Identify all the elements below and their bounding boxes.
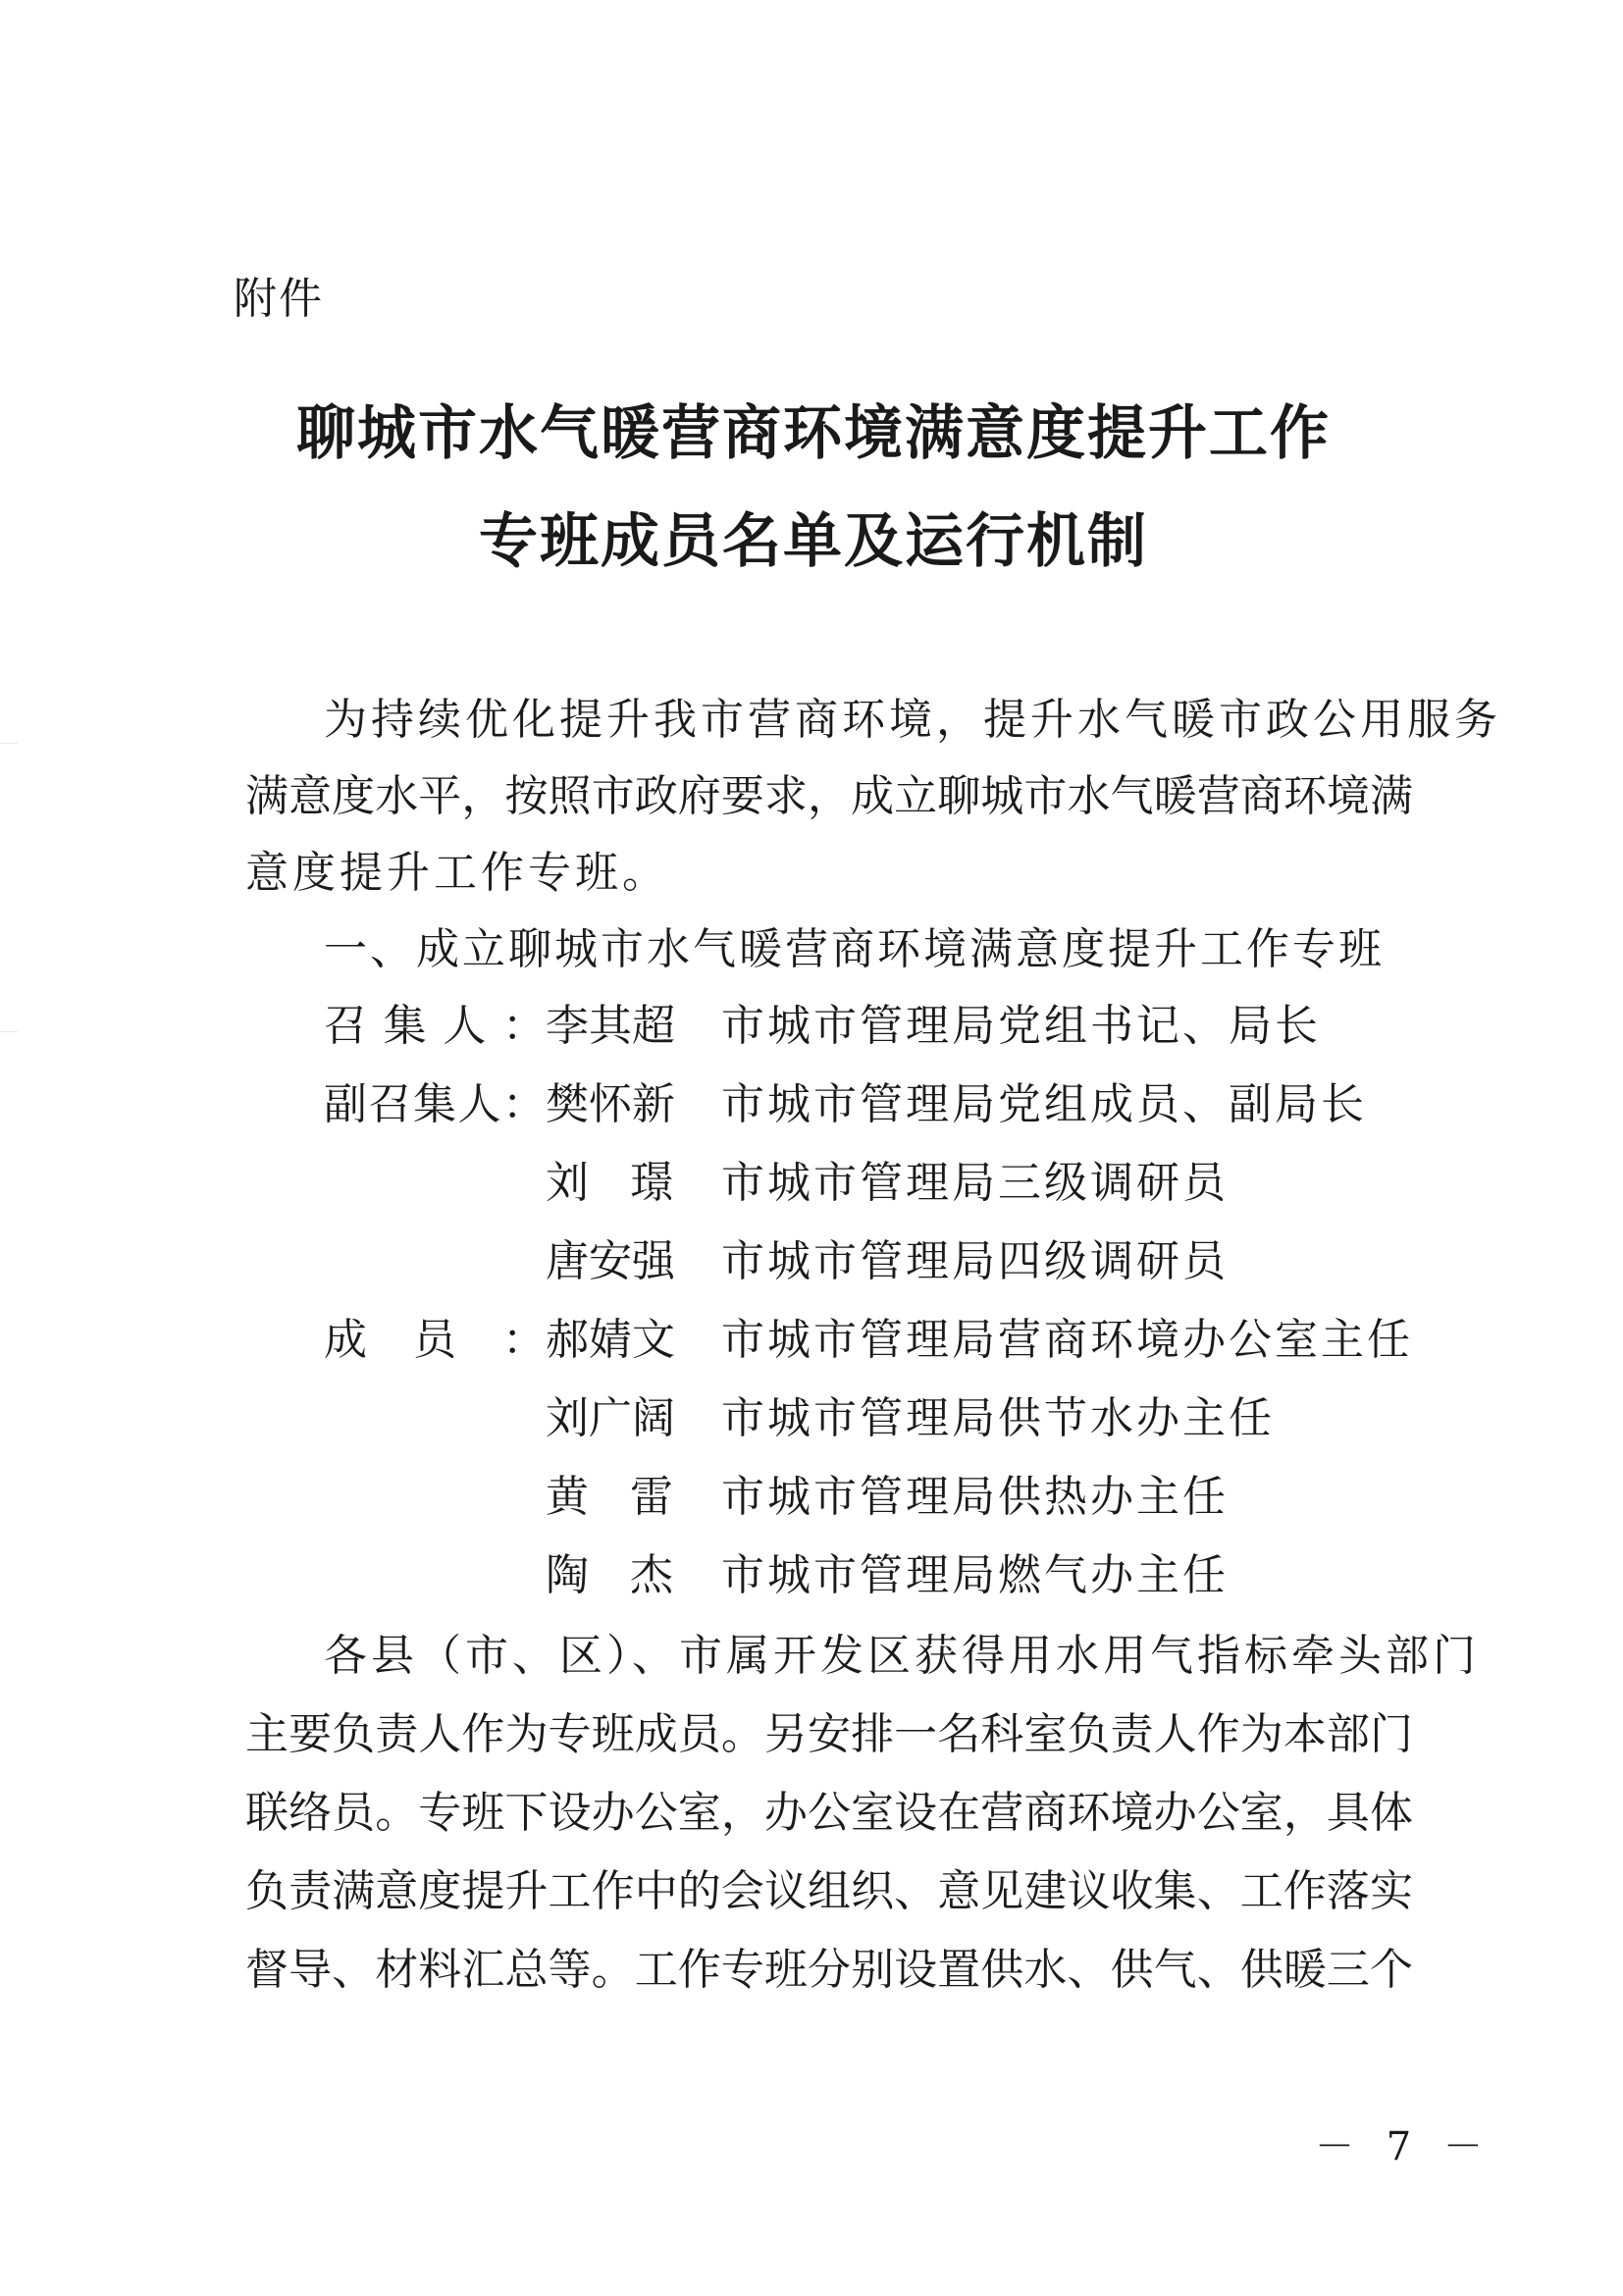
member-title: 市城市管理局三级调研员 [721, 1158, 1229, 1208]
member-name: 黄雷 [546, 1472, 673, 1522]
member-title: 市城市管理局四级调研员 [721, 1236, 1229, 1286]
member-name: 樊怀新 [546, 1079, 675, 1129]
attachment-label: 附件 [234, 274, 324, 324]
member-title: 市城市管理局党组书记、局长 [721, 1001, 1321, 1051]
member-name: 李其超 [546, 1001, 675, 1051]
member-name: 刘璟 [546, 1158, 673, 1208]
page-number: － 7 － [1315, 2124, 1492, 2169]
member-title: 市城市管理局党组成员、副局长 [721, 1079, 1367, 1129]
document-title-line-1: 聊城市水气暖营商环境满意度提升工作 [296, 399, 1331, 468]
member-title: 市城市管理局燃气办主任 [721, 1550, 1229, 1600]
member-role: 成员： [324, 1315, 546, 1365]
body-line-5: 督导、材料汇总等。工作专班分别设置供水、供气、供暖三个 [245, 1945, 1413, 1995]
body-line-3: 联络员。专班下设办公室，办公室设在营商环境办公室，具体 [245, 1788, 1413, 1838]
member-name: 唐安强 [546, 1236, 675, 1286]
member-title: 市城市管理局供热办主任 [721, 1472, 1229, 1522]
intro-line-3: 意度提升工作专班。 [245, 848, 669, 898]
scan-edge-mark [0, 743, 18, 744]
scan-edge-mark [0, 1031, 18, 1032]
member-title: 市城市管理局营商环境办公室主任 [721, 1315, 1413, 1365]
member-name: 陶杰 [546, 1550, 673, 1600]
intro-line-1: 为持续优化提升我市营商环境，提升水气暖市政公用服务 [324, 695, 1501, 745]
member-name: 郝婧文 [546, 1315, 675, 1365]
document-title-line-2: 专班成员名单及运行机制 [479, 507, 1148, 576]
body-line-4: 负责满意度提升工作中的会议组织、意见建议收集、工作落实 [245, 1866, 1413, 1916]
member-role: 副召集人： [324, 1079, 546, 1129]
member-name: 刘广阔 [546, 1393, 675, 1443]
section-1-heading: 一、成立聊城市水气暖营商环境满意度提升工作专班 [324, 924, 1385, 974]
intro-line-2: 满意度水平，按照市政府要求，成立聊城市水气暖营商环境满 [245, 771, 1413, 821]
member-title: 市城市管理局供节水办主任 [721, 1393, 1275, 1443]
member-role: 召集人： [324, 1001, 546, 1051]
body-line-1: 各县（市、区）、市属开发区获得用水用气指标牵头部门 [324, 1631, 1480, 1681]
body-line-2: 主要负责人作为专班成员。另安排一名科室负责人作为本部门 [245, 1709, 1413, 1759]
